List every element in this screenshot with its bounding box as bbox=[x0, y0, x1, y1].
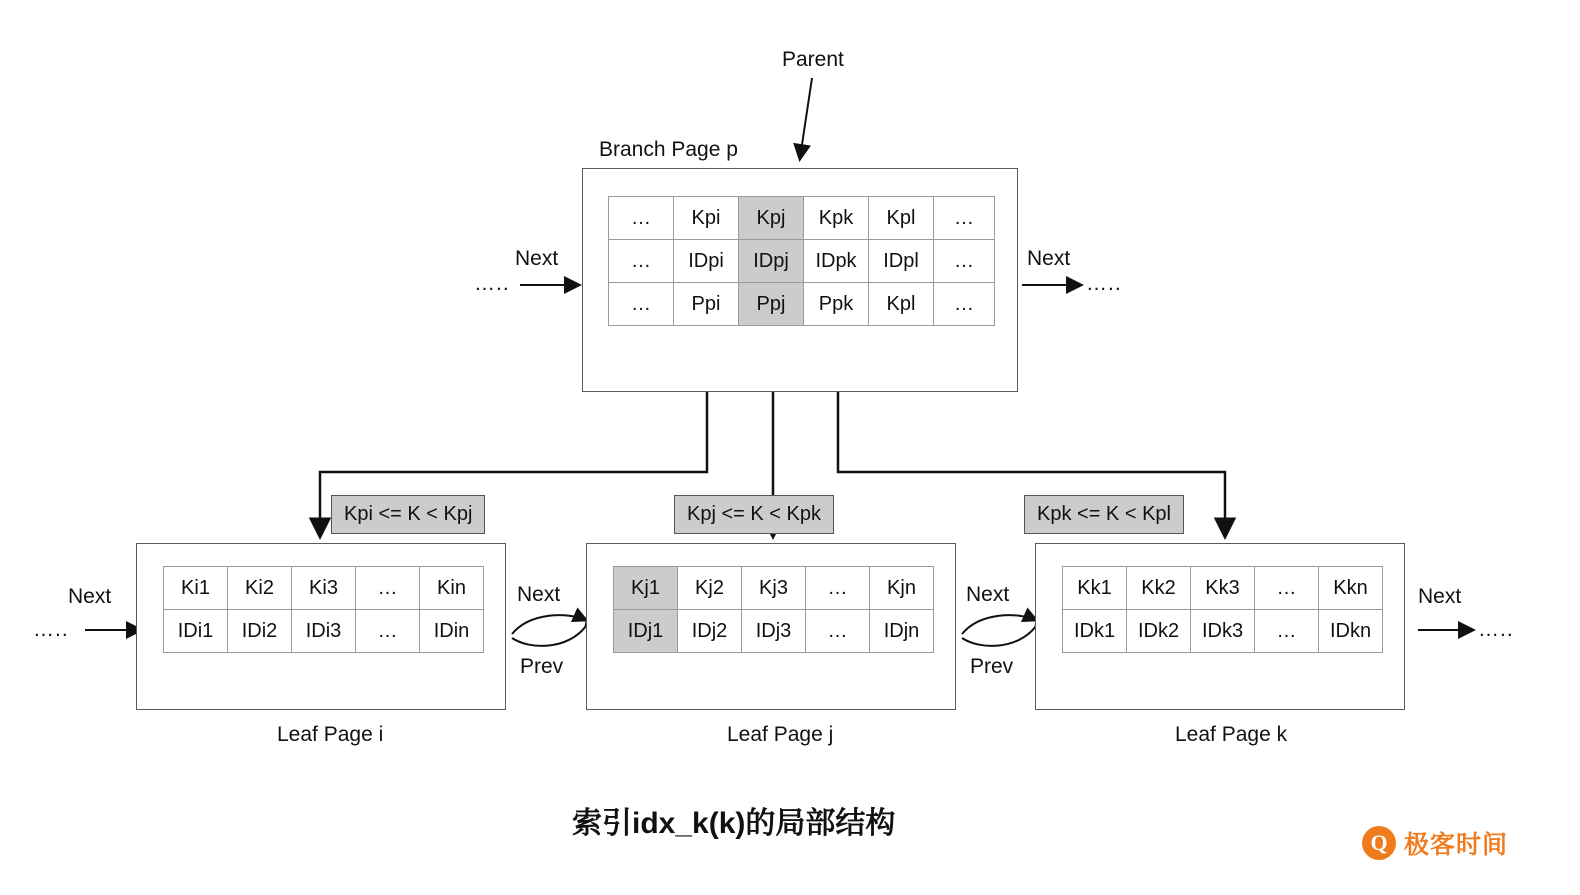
branch-dots-right: ….. bbox=[1086, 272, 1122, 295]
leaf-cell[interactable]: Kk2 bbox=[1127, 567, 1191, 610]
branch-cell[interactable]: Ppj bbox=[739, 283, 804, 326]
branch-next-right-label: Next bbox=[1027, 247, 1071, 270]
leaf-cell[interactable]: Ki1 bbox=[164, 567, 228, 610]
leaf-cell[interactable]: Kin bbox=[420, 567, 484, 610]
watermark-logo-icon: Q bbox=[1362, 826, 1396, 860]
leaf-cell[interactable]: IDk2 bbox=[1127, 610, 1191, 653]
leaf-next-left-label: Next bbox=[68, 585, 112, 608]
leaf-cell[interactable]: Kjn bbox=[870, 567, 934, 610]
table-row bbox=[164, 567, 484, 610]
branch-next-left-label: Next bbox=[515, 247, 559, 270]
table-row bbox=[614, 610, 934, 653]
leaf-page-k-caption: Leaf Page k bbox=[1175, 723, 1288, 746]
leaf-cell[interactable]: Kj1 bbox=[614, 567, 678, 610]
branch-cell[interactable]: Kpk bbox=[804, 197, 869, 240]
leaf-cell[interactable]: IDj3 bbox=[742, 610, 806, 653]
table-row bbox=[609, 283, 995, 326]
leaf-next-right-label: Next bbox=[1418, 585, 1462, 608]
leaf-cell[interactable]: IDi3 bbox=[292, 610, 356, 653]
branch-cell[interactable]: IDpl bbox=[869, 240, 934, 283]
leaf-cell[interactable]: … bbox=[1255, 567, 1319, 610]
range-label-i-j: Kpi <= K < Kpj bbox=[331, 495, 485, 534]
table-row bbox=[609, 240, 995, 283]
branch-page-caption: Branch Page p bbox=[599, 138, 738, 161]
leaf-cell[interactable]: IDi1 bbox=[164, 610, 228, 653]
leaf-cell[interactable]: IDk3 bbox=[1191, 610, 1255, 653]
leaf-cell[interactable]: … bbox=[806, 610, 870, 653]
leaf-cell[interactable]: Kj2 bbox=[678, 567, 742, 610]
watermark bbox=[1362, 825, 1508, 861]
leaf-page-i-caption: Leaf Page i bbox=[277, 723, 384, 746]
table-row bbox=[614, 567, 934, 610]
branch-cell[interactable]: Ppi bbox=[674, 283, 739, 326]
parent-label: Parent bbox=[782, 48, 844, 71]
branch-cell[interactable]: Kpj bbox=[739, 197, 804, 240]
leaf-cell[interactable]: IDj2 bbox=[678, 610, 742, 653]
branch-cell[interactable]: … bbox=[934, 283, 995, 326]
leaf-dots-right: ….. bbox=[1478, 618, 1514, 641]
branch-page-grid bbox=[608, 196, 995, 326]
table-row bbox=[1063, 567, 1383, 610]
leaf-cell[interactable]: … bbox=[356, 567, 420, 610]
branch-cell[interactable]: IDpk bbox=[804, 240, 869, 283]
branch-cell[interactable]: … bbox=[609, 240, 674, 283]
leaf-cell[interactable]: Kk1 bbox=[1063, 567, 1127, 610]
table-row bbox=[1063, 610, 1383, 653]
leaf-page-k-grid bbox=[1062, 566, 1383, 653]
diagram-title: 索引idx_k(k)的局部结构 bbox=[572, 807, 896, 840]
range-label-k-l: Kpk <= K < Kpl bbox=[1024, 495, 1184, 534]
branch-cell[interactable]: … bbox=[934, 240, 995, 283]
branch-cell[interactable]: … bbox=[934, 197, 995, 240]
watermark-text: 极客时间 bbox=[1404, 831, 1509, 859]
range-label-j-k: Kpj <= K < Kpk bbox=[674, 495, 834, 534]
leaf-link-prev-j-k: Prev bbox=[970, 655, 1014, 678]
leaf-cell[interactable]: … bbox=[1255, 610, 1319, 653]
leaf-link-next-j-k: Next bbox=[966, 583, 1010, 606]
branch-cell[interactable]: Ppk bbox=[804, 283, 869, 326]
branch-cell[interactable]: IDpj bbox=[739, 240, 804, 283]
branch-cell[interactable]: Kpl bbox=[869, 283, 934, 326]
leaf-cell[interactable]: … bbox=[356, 610, 420, 653]
leaf-cell[interactable]: IDin bbox=[420, 610, 484, 653]
leaf-cell[interactable]: Kj3 bbox=[742, 567, 806, 610]
leaf-link-prev-i-j: Prev bbox=[520, 655, 564, 678]
leaf-link-next-i-j: Next bbox=[517, 583, 561, 606]
branch-cell[interactable]: Kpl bbox=[869, 197, 934, 240]
leaf-dots-left: ….. bbox=[33, 618, 69, 641]
leaf-cell[interactable]: … bbox=[806, 567, 870, 610]
table-row bbox=[609, 197, 995, 240]
leaf-cell[interactable]: IDi2 bbox=[228, 610, 292, 653]
branch-cell[interactable]: IDpi bbox=[674, 240, 739, 283]
leaf-cell[interactable]: Kkn bbox=[1319, 567, 1383, 610]
branch-cell[interactable]: … bbox=[609, 283, 674, 326]
leaf-cell[interactable]: Ki3 bbox=[292, 567, 356, 610]
leaf-page-i-grid bbox=[163, 566, 484, 653]
table-row bbox=[164, 610, 484, 653]
leaf-cell[interactable]: Ki2 bbox=[228, 567, 292, 610]
branch-cell[interactable]: Kpi bbox=[674, 197, 739, 240]
branch-dots-left: ….. bbox=[474, 272, 510, 295]
leaf-cell[interactable]: IDk1 bbox=[1063, 610, 1127, 653]
leaf-page-j-grid bbox=[613, 566, 934, 653]
leaf-cell[interactable]: Kk3 bbox=[1191, 567, 1255, 610]
leaf-cell[interactable]: IDjn bbox=[870, 610, 934, 653]
branch-cell[interactable]: … bbox=[609, 197, 674, 240]
leaf-cell[interactable]: IDj1 bbox=[614, 610, 678, 653]
leaf-page-j-caption: Leaf Page j bbox=[727, 723, 834, 746]
leaf-cell[interactable]: IDkn bbox=[1319, 610, 1383, 653]
